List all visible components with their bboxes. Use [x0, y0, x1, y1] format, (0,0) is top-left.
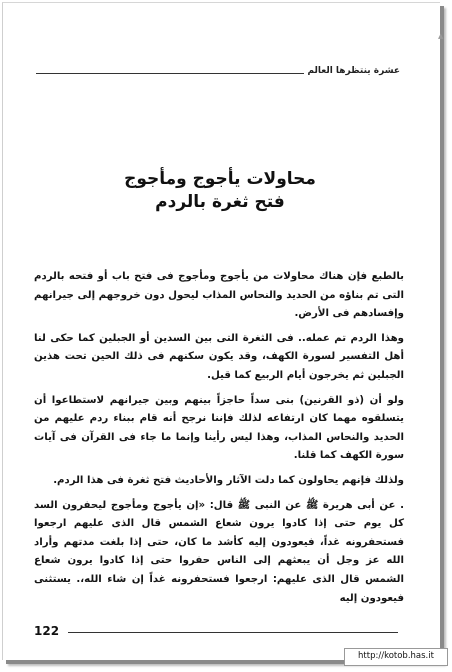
footer-rule	[68, 632, 398, 633]
running-head-text: عشرة ينتظرها العالم	[307, 66, 400, 76]
page-footer	[34, 624, 398, 640]
chapter-title-line1: محاولات يأجوج ومأجوج	[124, 169, 316, 189]
paragraph: . عن أبى هريرة ﷺ عن النبى ﷺ قال: «إن يأجوج ومأجوج ليحفرون السد كل يوم حتى إذا كادوا يرون شعاع الشمس قال الذى عليهم ارجعوا فستحفرونه غداً، فيعودون إليه كأشد ما كان، حتى إذا بلغت مدتهم وأراد الله عز وجل أن يبعثهم إلى الناس حفروا حتى إذا كادوا يرون شعاع الشمس قال الذى عليهم: ارجعوا فستحفرونه غداً إن شاء الله،. يستثنى فيعودون إليه	[34, 499, 404, 604]
paragraph: وهذا الردم تم عمله.. فى الثغرة التى بين السدين أو الجبلين كما حكى لنا أهل التفسير لسورة الكهف، وقد يكون سكنهم فى ذلك الحين تحت هذين الجبلين ثم يخرجون أيام الربيع كما قيل.	[34, 332, 404, 381]
paragraph: بالطبع فإن هناك محاولات من يأجوج ومأجوج فى فتح باب أو فتحه بالردم التى تم بناؤه من الحديد والنحاس المذاب ليحول دون خروجهم إلى جيرانهم وإفسادهم فى الأرض.	[34, 271, 404, 320]
header-rule	[36, 73, 304, 74]
paragraph: ولذلك فإنهم يحاولون كما دلت الآثار والأحاديث فتح ثغرة فى هذا الردم.	[53, 474, 404, 486]
scroll-up-icon[interactable]: ▲	[438, 32, 444, 40]
page-number: 122	[34, 624, 60, 638]
body-text	[34, 268, 404, 614]
running-head	[36, 66, 400, 80]
paragraph: ولو أن (ذو القرنين) بنى سداً حاجزاً بينهم وبين جيرانهم لاستطاعوا أن يتسلقوه مهما كان ارتفاعه لذلك فإننا نرجح أنه قام ببناء ردم عليهم من الحديد والنحاس المذاب، وهذا ليس رأينا وإنما ما جاء فى القرآن فى آيات سورة الكهف كما قلنا.	[34, 394, 404, 462]
chapter-title-line2: فتح ثغرة بالردم	[155, 192, 285, 212]
watermark: http://kotob.has.it	[344, 648, 448, 666]
